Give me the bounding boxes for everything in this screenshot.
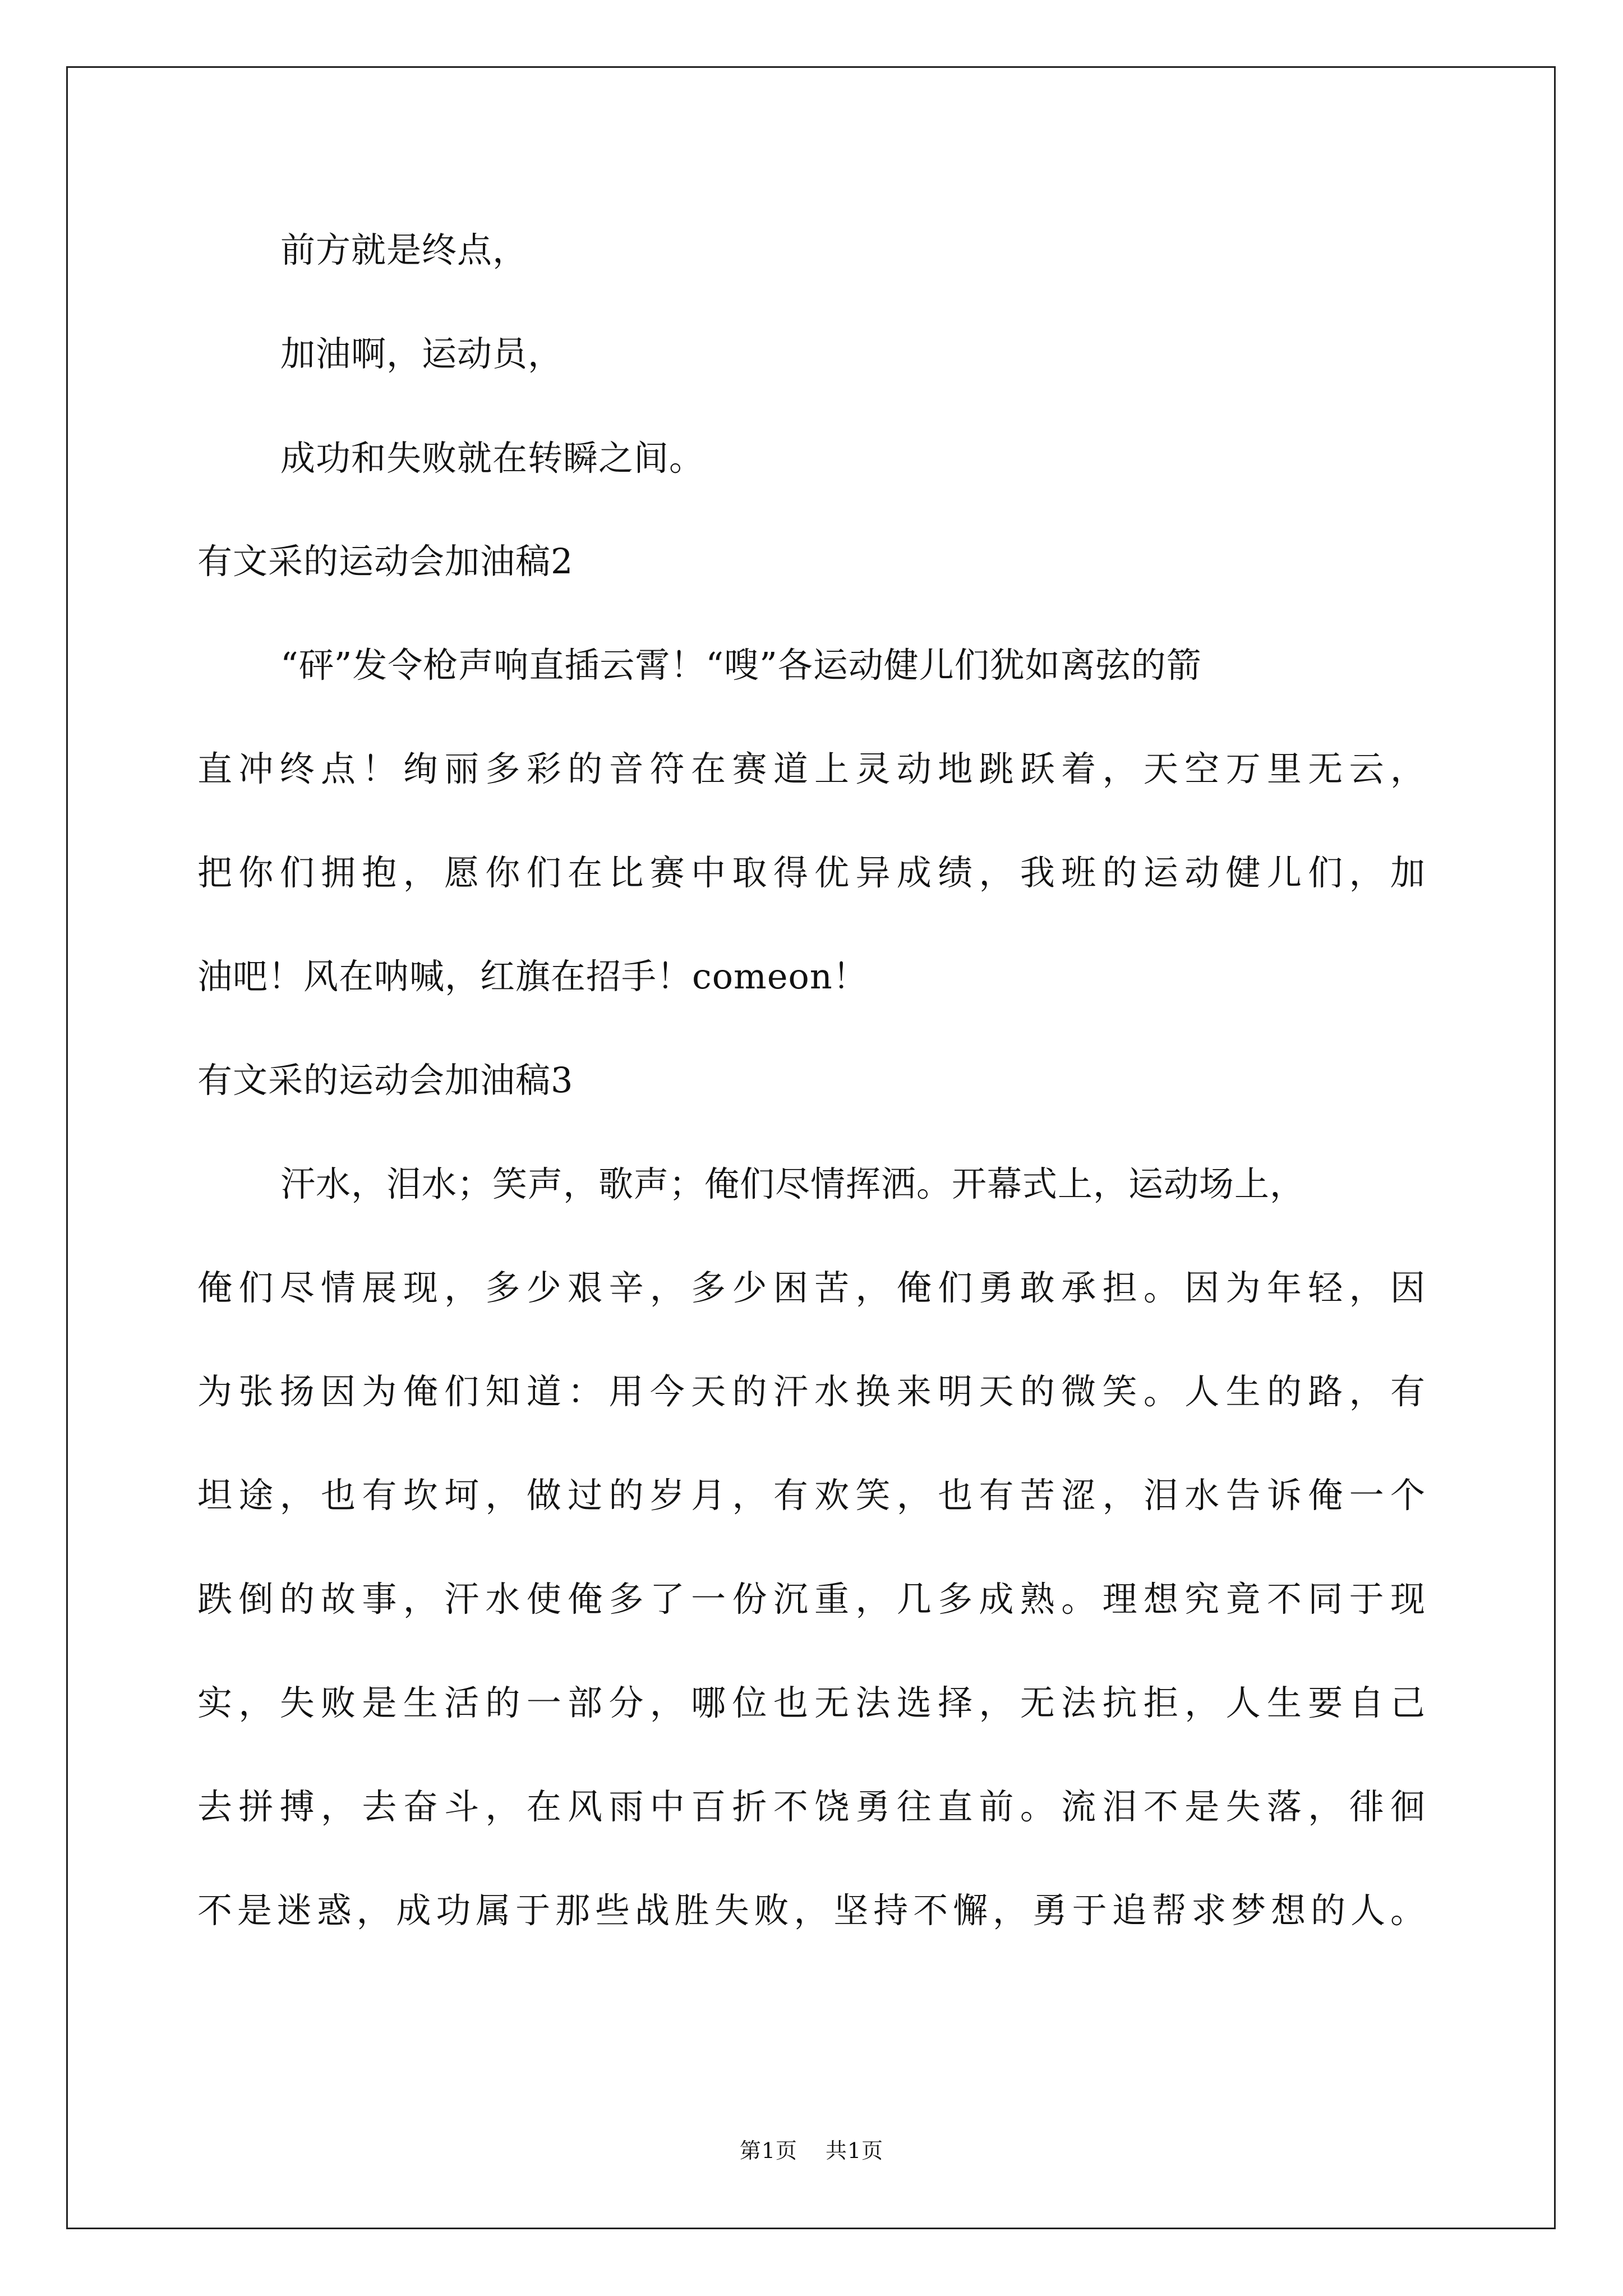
paragraph-line: 俺们尽情展现，多少艰辛，多少困苦，俺们勇敢承担。因为年轻，因 [197,1267,1426,1308]
paragraph-line: “砰”发令枪声响直插云霄！“嗖”各运动健儿们犹如离弦的箭 [280,645,1202,685]
paragraph-line: 汗水，泪水；笑声，歌声；俺们尽情挥洒。开幕式上，运动场上， [280,1163,1306,1204]
page-number: 第1页 [739,2138,797,2163]
paragraph-line: 把你们拥抱，愿你们在比赛中取得优异成绩，我班的运动健儿们，加 [197,852,1426,893]
paragraph-line: 跌倒的故事，汗水使俺多了一份沉重，几多成熟。理想究竟不同于现 [197,1579,1426,1619]
page-total: 共1页 [826,2138,884,2163]
paragraph-line: 实，失败是生活的一部分，哪位也无法选择，无法抗拒，人生要自己 [197,1682,1426,1723]
paragraph-line: 坦途，也有坎坷，做过的岁月，有欢笑，也有苦涩，泪水告诉俺一个 [197,1475,1426,1516]
paragraph-line: 直冲终点！绚丽多彩的音符在赛道上灵动地跳跃着，天空万里无云， [197,748,1426,789]
page-footer [0,2133,1623,2164]
poem-line: 加油啊，运动员， [280,333,564,374]
poem-line: 前方就是终点， [280,229,528,270]
poem-line: 成功和失败就在转瞬之间。 [280,438,705,478]
paragraph-line: 油吧！风在呐喊，红旗在招手！comeon！ [197,956,868,997]
section-heading: 有文采的运动会加油稿3 [197,1060,574,1101]
paragraph-line: 不是迷惑，成功属于那些战胜失败，坚持不懈，勇于追帮求梦想的人。 [197,1890,1426,1931]
paragraph-line: 为张扬因为俺们知道：用今天的汗水换来明天的微笑。人生的路，有 [197,1371,1426,1412]
paragraph-line: 去拼搏，去奋斗，在风雨中百折不饶勇往直前。流泪不是失落，徘徊 [197,1786,1426,1827]
section-heading: 有文采的运动会加油稿2 [197,541,574,582]
